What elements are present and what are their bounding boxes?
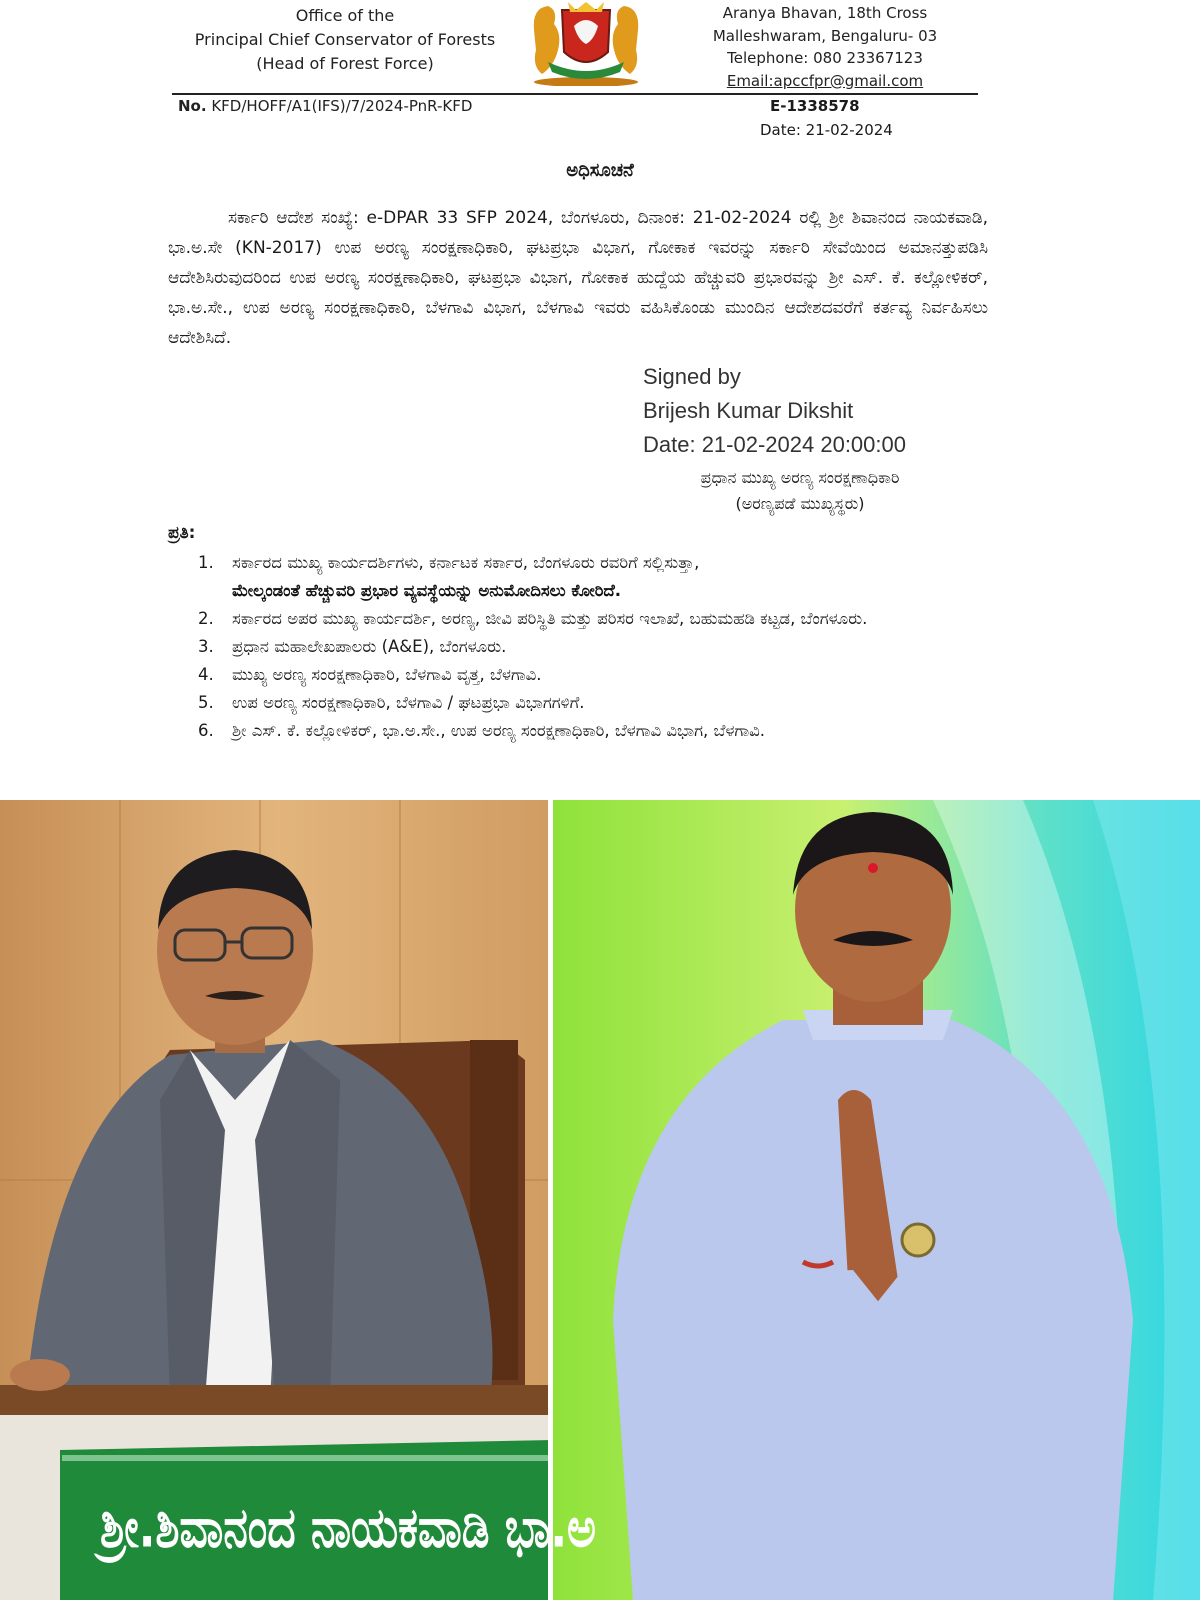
list-item: [198, 661, 998, 689]
notification-title: ಅಧಿಸೂಚನೆ: [566, 160, 634, 181]
address-line-2: Malleshwaram, Bengaluru- 03: [712, 26, 938, 45]
signer-name: Brijesh Kumar Dikshit: [643, 398, 854, 423]
item-text: ಸರ್ಕಾರದ ಅಪರ ಮುಖ್ಯ ಕಾರ್ಯದರ್ಶಿ, ಅರಣ್ಯ, ಜೀವಿ ಪರಿಸ್ಥಿತಿ ಮತ್ತು ಪರಿಸರ ಇಲಾಖೆ, ಬಹುಮಹಡಿ ಕಟ್ಟಡ, ಬೆಂಗಳೂರು.: [232, 609, 868, 628]
list-item: [198, 633, 998, 661]
signer-designation-sub: (ಅರಣ್ಯಪಡೆ ಮುಖ್ಯಸ್ಥರು): [735, 494, 865, 513]
list-item: [198, 605, 998, 633]
item-number: 6.: [198, 721, 214, 740]
item-number: 1.: [198, 553, 214, 572]
document-date: Date: 21-02-2024: [760, 121, 893, 139]
nameplate-text: ಶ್ರೀ.ಶಿವಾನಂದ ನಾಯಕವಾಡಿ ಭಾ.ಅ: [100, 1496, 597, 1561]
karnataka-emblem-icon: [528, 0, 644, 86]
item-text: ಉಪ ಅರಣ್ಯ ಸಂರಕ್ಷಣಾಧಿಕಾರಿ, ಬೆಳಗಾವಿ / ಘಟಪ್ರಭಾ ವಿಭಾಗಗಳಿಗೆ.: [232, 693, 585, 712]
official-photo-left: [0, 800, 553, 1600]
reference-number: [178, 97, 472, 115]
item-text: ಮುಖ್ಯ ಅರಣ್ಯ ಸಂರಕ್ಷಣಾಧಿಕಾರಿ, ಬೆಳಗಾವಿ ವೃತ್ತ, ಬೆಳಗಾವಿ.: [232, 665, 542, 684]
address-block: [690, 2, 960, 92]
office-block: [170, 4, 520, 76]
item-text: ಶ್ರೀ ಎಸ್. ಕೆ. ಕಲ್ಲೋಳಿಕರ್, ಭಾ.ಅ.ಸೇ., ಉಪ ಅರಣ್ಯ ಸಂರಕ್ಷಣಾಧಿಕಾರಿ, ಬೆಳಗಾವಿ ವಿಭಾಗ, ಬೆಳಗಾವಿ.: [232, 721, 766, 740]
official-photo-right: [553, 800, 1200, 1600]
signed-by-label: Signed by: [643, 364, 741, 389]
item-number: 5.: [198, 693, 214, 712]
item-number: 3.: [198, 637, 214, 656]
office-line-3: (Head of Forest Force): [256, 54, 434, 73]
ref-value: KFD/HOFF/A1(IFS)/7/2024-PnR-KFD: [211, 97, 473, 115]
copy-to-label: ಪ್ರತಿ:: [168, 523, 196, 543]
list-item: [198, 717, 998, 745]
address-line-1: Aranya Bhavan, 18th Cross: [722, 4, 928, 22]
item-bold-text: ಮೇಲ್ಕಂಡಂತೆ ಹೆಚ್ಚುವರಿ ಪ್ರಭಾರ ವ್ಯವಸ್ಥೆಯನ್ನು ಅನುಮೋದಿಸಲು ಕೋರಿದೆ.: [232, 581, 622, 600]
notification-body: ಸರ್ಕಾರಿ ಆದೇಶ ಸಂಖ್ಯೆ: e-DPAR 33 SFP 2024, ಬೆಂಗಳೂರು, ದಿನಾಂಕ: 21-02-2024 ರಲ್ಲಿ ಶ್ರೀ ಶಿವಾನಂದ ನಾಯಕವಾಡಿ, ಭಾ.ಅ.ಸೇ (KN-2017) ಉಪ ಅರಣ್ಯ ಸಂರಕ್ಷಣಾಧಿಕಾರಿ, ಘಟಪ್ರಭಾ ವಿಭಾಗ, ಗೋಕಾಕ ಇವರನ್ನು ಸರ್ಕಾರಿ ಸೇವೆಯಿಂದ ಅಮಾನತ್ತುಪಡಿಸಿ ಆದೇಶಿಸಿರುವುದರಿಂದ ಉಪ ಅರಣ್ಯ ಸಂರಕ್ಷಣಾಧಿಕಾರಿ, ಘಟಪ್ರಭಾ ವಿಭಾಗ, ಗೋಕಾಕ ಹುದ್ದೆಯ ಹೆಚ್ಚುವರಿ ಪ್ರಭಾರವನ್ನು ಶ್ರೀ ಎಸ್. ಕೆ. ಕಲ್ಲೋಳಿಕರ್, ಭಾ.ಅ.ಸೇ., ಉಪ ಅರಣ್ಯ ಸಂರಕ್ಷಣಾಧಿಕಾರಿ, ಬೆಳಗಾವಿ ವಿಭಾಗ, ಬೆಳಗಾವಿ ಇವರು ವಹಿಸಿಕೊಂಡು ಮುಂದಿನ ಆದೇಶದವರೆಗೆ ಕರ್ತವ್ಯ ನಿರ್ವಹಿಸಲು ಆದೇಶಿಸಿದೆ.: [168, 208, 988, 348]
copy-to-list: [198, 549, 998, 745]
list-item: [198, 549, 998, 605]
list-item: [198, 689, 998, 717]
item-number: 4.: [198, 665, 214, 684]
telephone: Telephone: 080 23367123: [727, 49, 923, 67]
item-number: 2.: [198, 609, 214, 628]
ref-label: No.: [178, 97, 207, 115]
email-link[interactable]: Email:apccfpr@gmail.com: [726, 71, 924, 90]
item-text: ಪ್ರಧಾನ ಮಹಾಲೇಖಪಾಲರು (A&E), ಬೆಂಗಳೂರು.: [232, 637, 507, 656]
office-line-1: Office of the: [295, 6, 395, 25]
office-line-2: Principal Chief Conservator of Forests: [194, 30, 496, 49]
item-text: ಸರ್ಕಾರದ ಮುಖ್ಯ ಕಾರ್ಯದರ್ಶಿಗಳು, ಕರ್ನಾಟಕ ಸರ್ಕಾರ, ಬೆಂಗಳೂರು ರವರಿಗೆ ಸಲ್ಲಿಸುತ್ತಾ,: [232, 553, 700, 572]
e-number: E-1338578: [770, 97, 860, 115]
signer-designation: ಪ್ರಧಾನ ಮುಖ್ಯ ಅರಣ್ಯ ಸಂರಕ್ಷಣಾಧಿಕಾರಿ: [700, 468, 900, 487]
header-divider: [172, 93, 978, 95]
signature-datetime: Date: 21-02-2024 20:00:00: [643, 432, 906, 457]
